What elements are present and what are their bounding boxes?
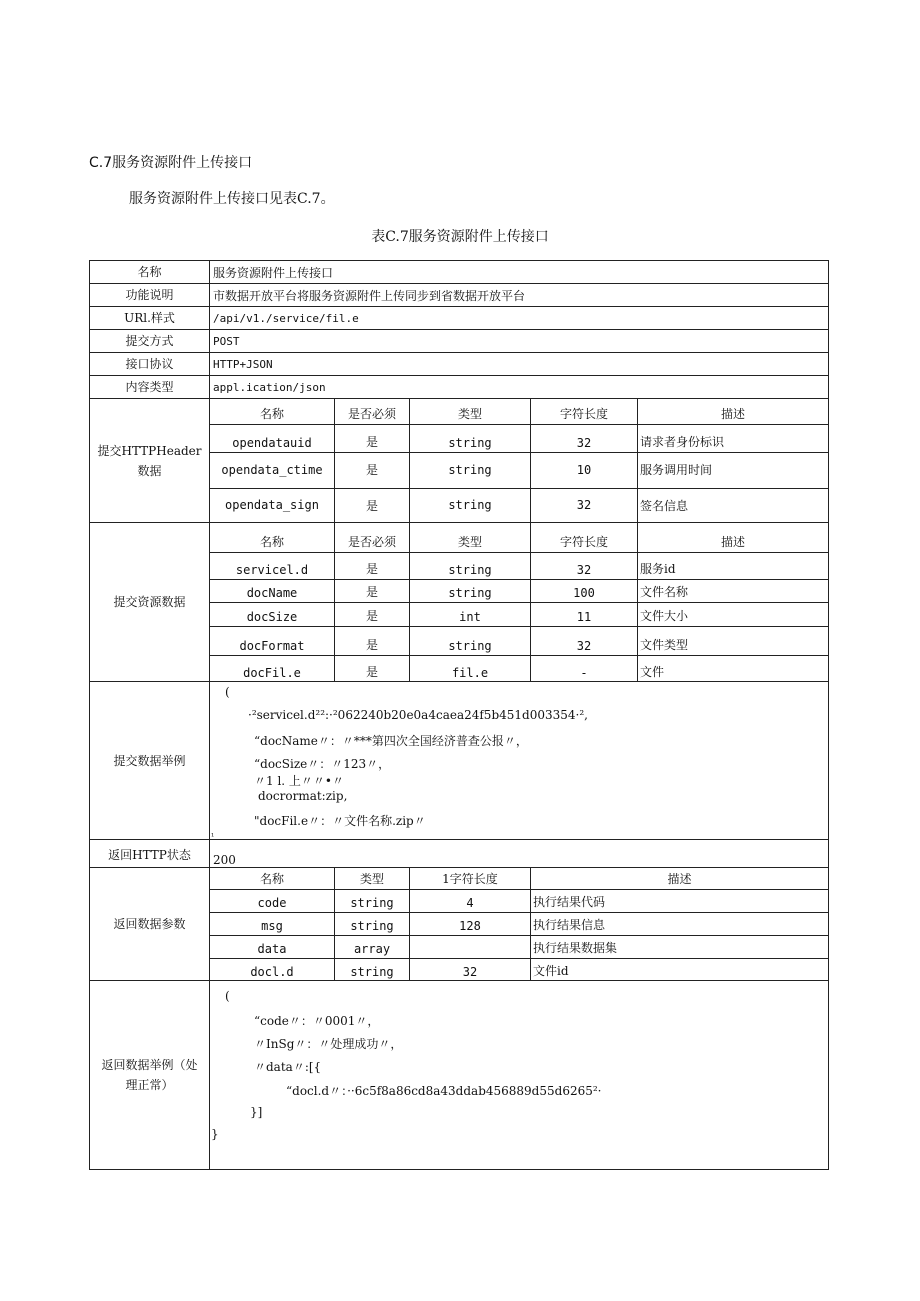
cell-type: string [410, 627, 531, 655]
cell-type: string [335, 959, 410, 981]
code-line: "docFil.e〃：〃文件名称.zip〃 [254, 814, 426, 828]
row-resource-params [90, 523, 828, 682]
cell-desc: 文件id [533, 964, 569, 978]
cell-type: string [410, 580, 531, 602]
table-row [210, 580, 828, 603]
return-params-subtable [210, 868, 828, 980]
row-header-params [90, 399, 828, 523]
cell-type: fil.e [410, 656, 531, 682]
row-submit-example [90, 682, 828, 840]
row-value: 200 [213, 853, 236, 867]
cell-desc: 服务调用时间 [640, 463, 713, 477]
cell-name: docl.d [210, 959, 335, 981]
row-protocol [90, 353, 828, 376]
cell-type: string [335, 890, 410, 912]
row-value: HTTP+JSON [213, 357, 273, 371]
cell-type: string [335, 913, 410, 935]
row-label: 返回数据举例（处理正常） [90, 981, 210, 1169]
row-value: POST [213, 334, 240, 348]
row-label: 名称 [90, 261, 210, 283]
row-http-status [90, 840, 828, 868]
cell-name: opendatauid [210, 425, 335, 452]
row-content-type [90, 376, 828, 399]
cell-length: 32 [531, 553, 638, 579]
table-row [210, 656, 828, 682]
cell-required: 是 [335, 627, 410, 655]
row-label: 提交HTTPHeader数据 [90, 399, 210, 522]
cell-name: code [210, 890, 335, 912]
cell-name: msg [210, 913, 335, 935]
table-row [210, 959, 828, 981]
resource-params-subtable [210, 523, 828, 681]
code-line: 〃data〃:[{ [254, 1060, 322, 1074]
cell-required: 是 [335, 603, 410, 626]
table-row [210, 553, 828, 580]
row-label: URl.样式 [90, 307, 210, 329]
row-label: 功能说明 [90, 284, 210, 306]
column-header: 字符长度 [531, 523, 638, 552]
cell-required: 是 [335, 453, 410, 488]
table-caption: 表C.7服务资源附件上传接口 [371, 229, 549, 245]
cell-length: 32 [410, 959, 531, 981]
column-header: 名称 [210, 523, 335, 552]
cell-type: array [335, 936, 410, 958]
column-header: 名称 [210, 868, 335, 889]
cell-length: 4 [410, 890, 531, 912]
column-header: 描述 [667, 872, 692, 886]
cell-length: 10 [531, 453, 638, 488]
cell-name: data [210, 936, 335, 958]
row-method [90, 330, 828, 353]
return-example-code [210, 981, 828, 1169]
cell-desc: 文件大小 [640, 609, 689, 623]
row-label: 内容类型 [90, 376, 210, 398]
code-line: ¹ [211, 832, 215, 841]
submit-example-code [210, 682, 828, 839]
column-header: 类型 [335, 868, 410, 889]
cell-length: - [531, 656, 638, 682]
cell-length: 32 [531, 627, 638, 655]
cell-type: string [410, 553, 531, 579]
subtable-header [210, 523, 828, 553]
cell-length: 11 [531, 603, 638, 626]
code-line: }] [250, 1105, 263, 1119]
row-label: 提交方式 [90, 330, 210, 352]
code-line: “code〃：〃0001〃， [254, 1014, 380, 1028]
row-return-params [90, 868, 828, 981]
cell-desc: 服务id [640, 562, 676, 576]
cell-desc: 请求者身份标识 [640, 435, 725, 449]
cell-name: opendata_sign [210, 489, 335, 523]
column-header: 1字符长度 [410, 868, 531, 889]
row-function [90, 284, 828, 307]
column-header: 类型 [410, 399, 531, 424]
row-value: appl.ication/json [213, 380, 326, 394]
column-header: 描述 [720, 535, 745, 549]
cell-desc: 文件类型 [640, 638, 689, 652]
cell-desc: 执行结果信息 [533, 918, 606, 932]
column-header: 是否必须 [335, 399, 410, 424]
cell-type: string [410, 489, 531, 523]
row-label: 提交资源数据 [90, 523, 210, 681]
cell-length: 32 [531, 489, 638, 523]
subtable-header [210, 399, 828, 425]
column-header: 类型 [410, 523, 531, 552]
cell-length: 32 [531, 425, 638, 452]
row-value: 服务资源附件上传接口 [213, 265, 334, 280]
cell-required: 是 [335, 553, 410, 579]
intro-paragraph: 服务资源附件上传接口见表C.7。 [129, 191, 335, 207]
cell-type: string [410, 453, 531, 488]
column-header: 描述 [720, 407, 745, 421]
row-label: 提交数据举例 [90, 682, 210, 839]
cell-required: 是 [335, 489, 410, 523]
row-label: 返回HTTP状态 [90, 840, 210, 867]
cell-name: docFil.e [210, 656, 335, 682]
code-line: } [211, 1127, 219, 1141]
code-line: “docl.d〃：··6c5f8a86cd8a43ddab456889d55d6265²· [286, 1084, 602, 1098]
cell-name: docName [210, 580, 335, 602]
interface-table [89, 260, 829, 1170]
cell-length [410, 936, 531, 958]
cell-name: docFormat [210, 627, 335, 655]
code-line: “docSize〃：〃123〃， [254, 757, 391, 771]
table-row [210, 913, 828, 936]
table-row [210, 425, 828, 453]
row-return-example [90, 981, 828, 1169]
subtable-header [210, 868, 828, 890]
table-row [210, 603, 828, 627]
cell-desc: 执行结果代码 [533, 895, 606, 909]
cell-required: 是 [335, 580, 410, 602]
row-label: 接口协议 [90, 353, 210, 375]
table-row [210, 489, 828, 523]
cell-name: opendata_ctime [210, 453, 335, 488]
code-line: ·²servicel.d²²:·²062240b20e0a4caea24f5b451d003354·², [248, 708, 588, 722]
cell-required: 是 [335, 656, 410, 682]
table-row [210, 890, 828, 913]
code-line: docrormat:zip, [258, 789, 348, 803]
cell-length: 128 [410, 913, 531, 935]
code-line: 〃InSg〃：〃处理成功〃， [254, 1037, 403, 1051]
code-line: “docName〃：〃***第四次全国经济普查公报〃， [254, 734, 528, 748]
cell-type: int [410, 603, 531, 626]
row-label: 返回数据参数 [90, 868, 210, 980]
code-line: 〃1 l. 上〃〃•〃 [254, 774, 344, 788]
code-line: ( [225, 685, 230, 699]
cell-required: 是 [335, 425, 410, 452]
row-url [90, 307, 828, 330]
cell-desc: 执行结果数据集 [533, 941, 618, 955]
cell-desc: 文件 [640, 665, 665, 679]
cell-length: 100 [531, 580, 638, 602]
code-line: ( [225, 989, 230, 1003]
table-row [210, 627, 828, 656]
row-name [90, 261, 828, 284]
column-header: 名称 [210, 399, 335, 424]
cell-name: servicel.d [210, 553, 335, 579]
header-params-subtable [210, 399, 828, 522]
row-value: /api/v1./service/fil.e [213, 311, 359, 325]
cell-desc: 文件名称 [640, 585, 689, 599]
column-header: 字符长度 [531, 399, 638, 424]
column-header: 是否必须 [335, 523, 410, 552]
table-row [210, 453, 828, 489]
cell-desc: 签名信息 [640, 498, 689, 513]
cell-name: docSize [210, 603, 335, 626]
table-row [210, 936, 828, 959]
cell-type: string [410, 425, 531, 452]
section-heading: C.7服务资源附件上传接口 [89, 155, 253, 171]
row-value: 市数据开放平台将服务资源附件上传同步到省数据开放平台 [213, 288, 526, 303]
